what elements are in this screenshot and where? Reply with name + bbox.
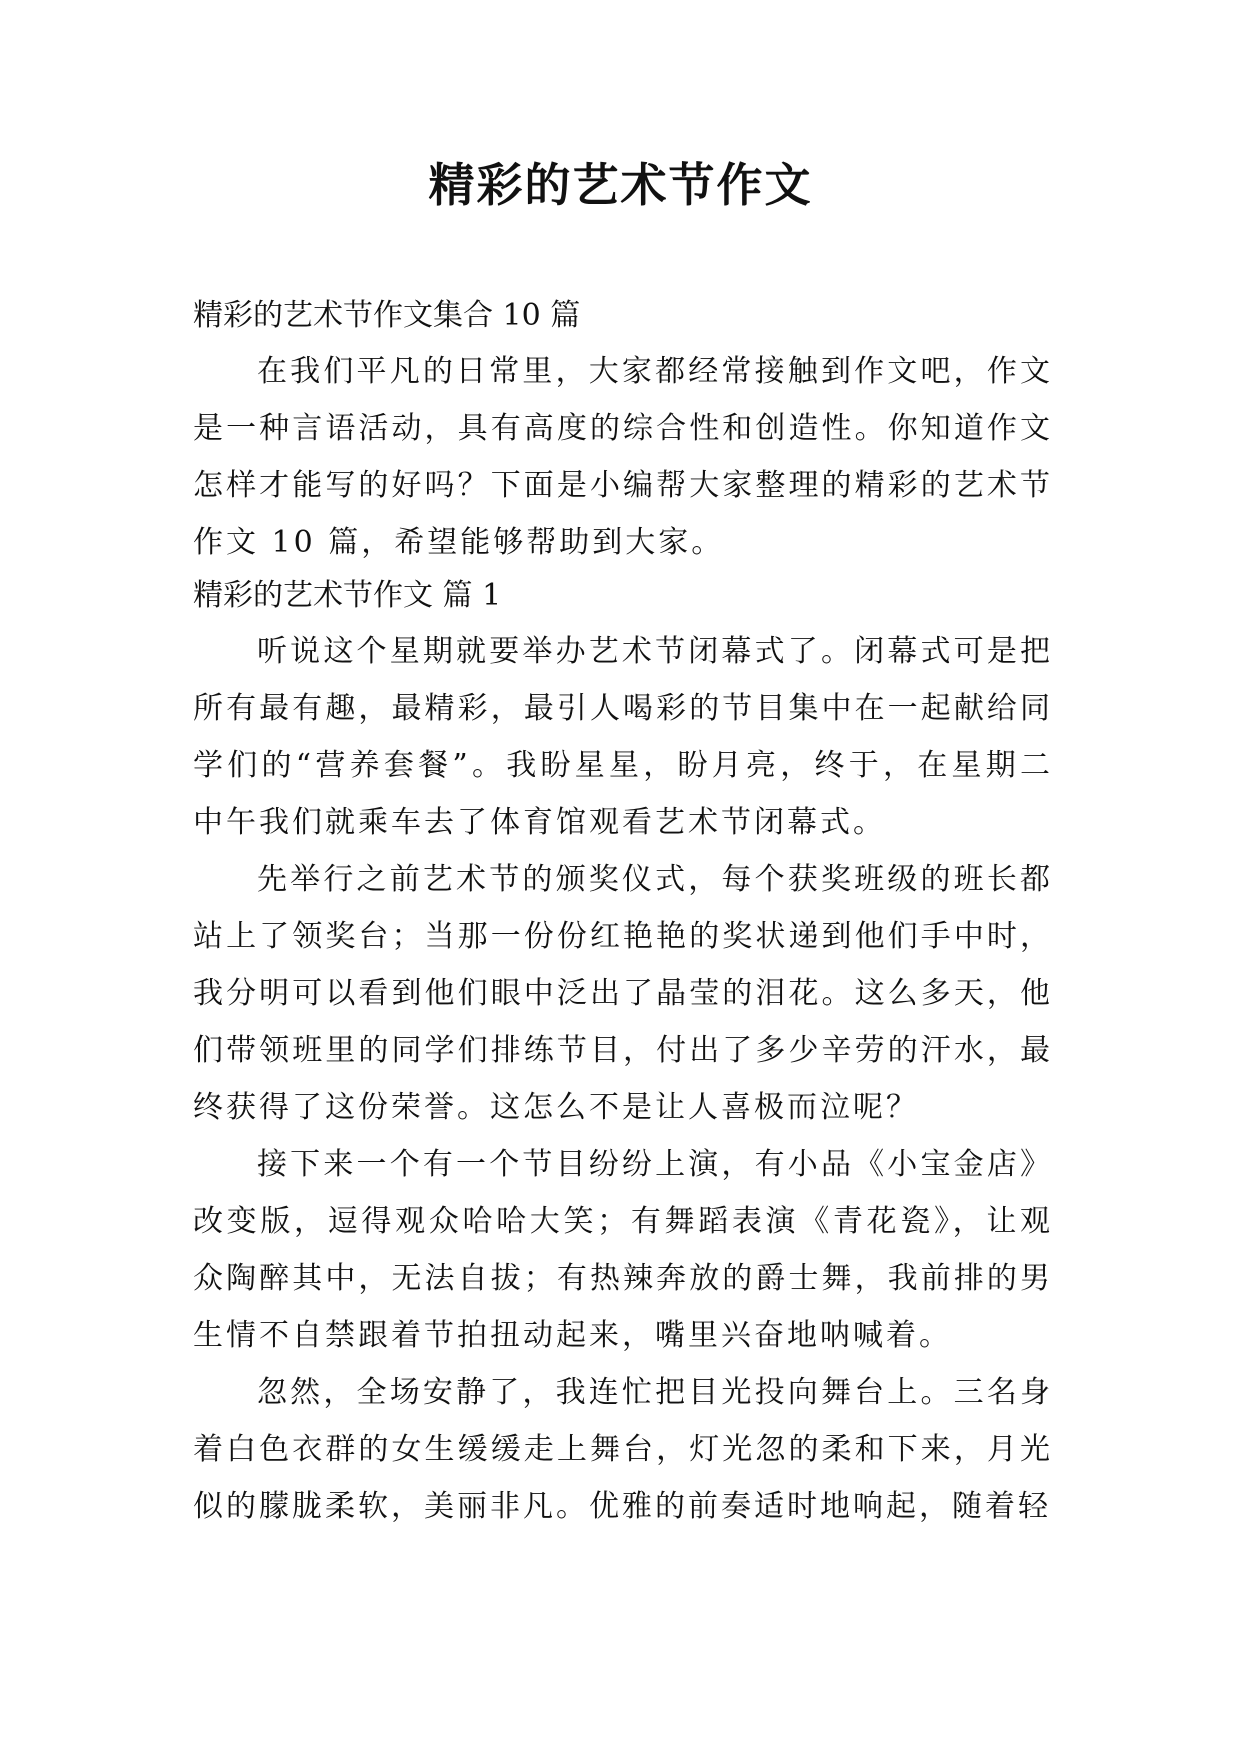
section-heading: 精彩的艺术节作文 篇 1 <box>193 578 502 613</box>
body-paragraph: 接下来一个有一个节目纷纷上演，有小品《小宝金店》改变版，逗得观众哈哈大笑；有舞蹈表演《青花瓷》，让观众陶醉其中，无法自拔；有热辣奔放的爵士舞，我前排的男生情不自禁跟着节拍扭动起来，嘴里兴奋地呐喊着。 <box>193 1147 1053 1353</box>
body-paragraph: 忽然，全场安静了，我连忙把目光投向舞台上。三名身着白色衣群的女生缓缓走上舞台，灯光忽的柔和下来，月光似的朦胧柔软，美丽非凡。优雅的前奏适时地响起，随着轻 <box>193 1375 1053 1524</box>
body-paragraph: 听说这个星期就要举办艺术节闭幕式了。闭幕式可是把所有最有趣，最精彩，最引人喝彩的节目集中在一起献给同学们的“营养套餐”。我盼星星，盼月亮，终于，在星期二中午我们就乘车去了体育馆观看艺术节闭幕式。 <box>193 634 1053 840</box>
document-subtitle: 精彩的艺术节作文集合 10 篇 <box>193 298 581 333</box>
intro-paragraph: 在我们平凡的日常里，大家都经常接触到作文吧，作文是一种言语活动，具有高度的综合性和创造性。你知道作文怎样才能写的好吗？下面是小编帮大家整理的精彩的艺术节作文 10 篇，希望能够帮助到大家。 <box>193 354 1053 560</box>
body-paragraph: 先举行之前艺术节的颁奖仪式，每个获奖班级的班长都站上了领奖台；当那一份份红艳艳的奖状递到他们手中时，我分明可以看到他们眼中泛出了晶莹的泪花。这么多天，他们带领班里的同学们排练节目，付出了多少辛劳的汗水，最终获得了这份荣誉。这怎么不是让人喜极而泣呢？ <box>193 862 1053 1125</box>
document-body <box>193 288 1053 1535</box>
document-title: 精彩的艺术节作文 <box>428 158 813 212</box>
